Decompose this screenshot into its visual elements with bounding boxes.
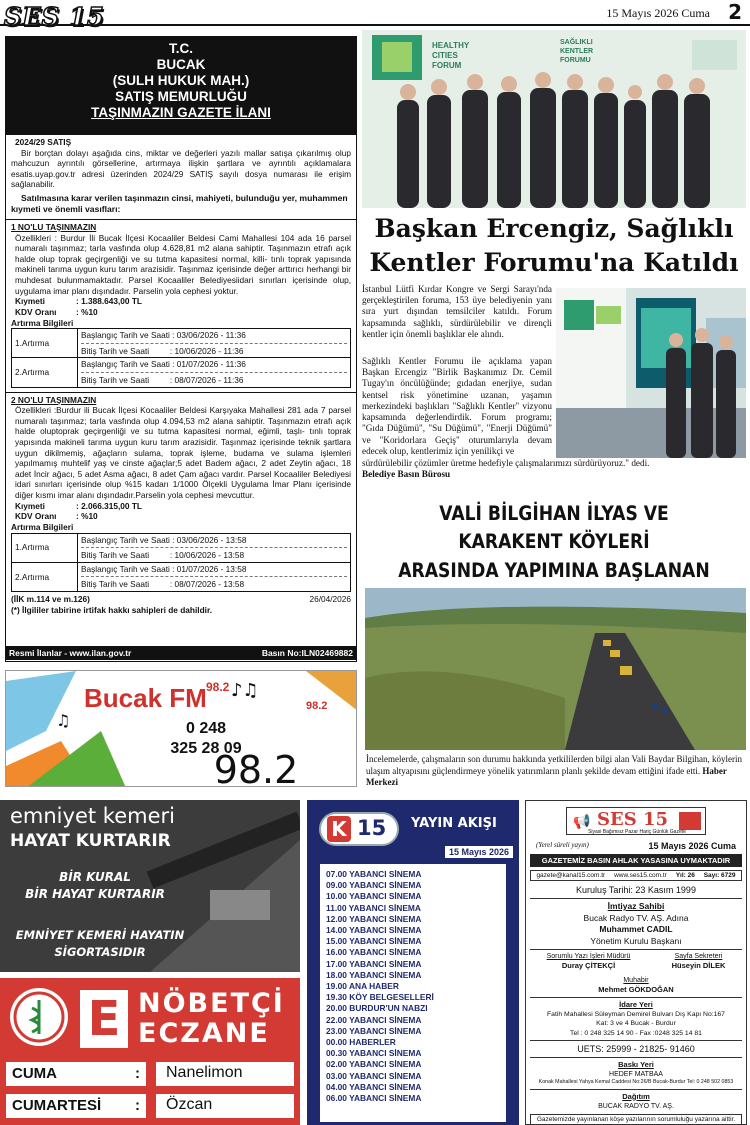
megaphone-icon: 📢 [573,814,591,830]
newspaper-logo: SES 15 [4,2,105,31]
article1-body2: Sağlıklı Kentler Forumu ile açıklama yapan Başkan Ercengiz "Birlik Başkanımız Dr. Cemil Tugay'ın öncülüğünde; gıdadan enerjiye, sudan kentsel risk yönetimine uzanan, yaşamın merkezindeki başlıkları "Sağlıklı Kentler" vizyonu kapsamında değerlendirdik. Forum programı; "Gıda Düğümü", "Su Düğümü", "Enerji Düğümü" ve "Koridorlara Geçiş" oturumlarıyla devam edecek olup, kentlerimiz için yenilikçi ve [362,356,552,456]
svg-text:FORUM: FORUM [432,61,462,70]
notice-law-row: (İİK m.114 ve m.126) 26/04/2026 [11,593,351,604]
fm-phone: 325 28 09 [170,740,242,757]
notice-header [6,37,356,135]
ethics-banner: GAZETEMİZ BASIN AHLAK YASASINA UYMAKTADIR [530,854,742,867]
pharmacy-box [0,978,300,1125]
email-link[interactable]: gazete@kanal15.com.tr [536,872,606,879]
notice-intro: Bir borçtan dolayı aşağıda cins, miktar ve değerleri yazılı mallar satışa çıkarılmış olup mahcuzun ayrıntılı görsellerine, artırmaya ilişkin şartlara ve ayrıntılı açıklamalara esatis.uyap.gov.tr adresi üzerinden 2024/29 SATIŞ sayılı dosya numarası ile erişim sağlanabilir. [11,147,351,190]
auction-info-label: Artırma Bilgileri [11,521,74,532]
seatbelt-line2: HAYAT KURTARIR [10,831,171,851]
schedule-item: 09.00 YABANCI SİNEMA [326,880,422,891]
article1-body: İstanbul Lütfi Kırdar Kongre ve Sergi Sarayı'nda gerçekleştirilen foruma, 153 üye belediyenin yanı sıra yurt dışından temsilciler katıldı. Forum kapsamında sağlıklı, sürdürülebilir ve dirençli kentler için önemli başlıklar ele alındı. [362,284,552,339]
notice-body [6,135,356,617]
asphalt-photo [365,588,746,750]
schedule-item: 19.00 ANA HABER [326,981,399,992]
fm-frequency: 98.2 [213,748,299,787]
music-note-icon: ♪♫ [231,680,259,701]
article2-source: Haber Merkezi [366,765,727,788]
table-row: 1.Artırma Başlangıç Tarih ve Saati : 03/06/2026 - 13:58 Bitiş Tarih ve Saati : 10/06/2026 - 13:58 [12,533,351,562]
article1-headline: Başkan Ercengiz, Sağlıklı Kentler Forumu'na Katıldı [369,214,739,277]
table-row: 1.Artırma Başlangıç Tarih ve Saati : 03/06/2026 - 11:36 Bitiş Tarih ve Saati : 10/06/2026 - 11:36 [12,329,351,358]
pharmacy-day: CUMARTESİ : [6,1094,146,1118]
article2-headline: VALİ BİLGİHAN İLYAS VE KARAKENT KÖYLERİ ARASINDA YAPIMINA BAŞLANAN [398,502,710,582]
pharmacy-title1: NÖBETÇİ [138,988,285,1019]
ilan-link[interactable]: Resmi İlanlar - www.ilan.gov.tr [9,648,132,658]
item2-kdv: KDV Oranı : %10 [15,511,98,522]
auction-info-label: Artırma Bilgileri [11,317,74,328]
bucak-fm-ad[interactable] [5,670,357,787]
web-link[interactable]: www.ses15.com.tr [614,872,667,879]
schedule-item: 14.00 YABANCI SİNEMA [326,925,422,936]
schedule-item: 07.00 YABANCI SİNEMA [326,869,422,879]
seatbelt-line3: BİR KURAL [59,870,131,884]
issue-date: 15 Mayıs 2026 Cuma [606,6,710,20]
item1-kdv: KDV Oranı : %10 [15,306,98,317]
notice-title-line: T.C. [168,41,193,56]
fm-phone: 0 248 [185,720,227,737]
schedule-item: 19.30 KÖY BELGESELLERİ [326,992,434,1003]
schedule-item: 15.00 YABANCI SİNEMA [326,936,422,947]
item2-text: Özellikleri :Burdur ili Bucak İlçesi Kocaaliler Beldesi Karşıyaka Mahallesi 281 ada 7 parsel numaralı taşınmaz; tarla vasfında olup 4.094,53 m2 alana sahiptir. Taşınmazın etrafı açık halde oluptoprak geçirgenliği ve su tutma kapasitesi normal, eğimli, taşlı- tınlı toprak yapısında makineli tarıma uygun kuru tarım arazisidir. Taşınmaz içerisinde teknik şartlara uygun dikilmemiş, ağaçların sulama, toprak işleme, budama ve sulama işlemleri yapılmamış muhtelif yaş ve cinste ağaçlar;5 adet Badem ağacı, 2 adet Zeytin ağacı, 18 adet İncir ağacı, 5 adet Asma ağacı, 8 adet Çam ağacı vardır. Parsel Kocaaliler Belediyesi idari sınırları içerisinde olup %15 kadarı 1/1000 Ölçekli Uygulama İmar Planı içerisinde diğer kısmı imar alanı dışındadır.Parselin yola cephesi mevcuttur. [15,405,351,501]
masthead-footer: Gazetemizde yayınlanan köşe yazılarının sorumluluğu yazarına aittir. [530,1114,742,1125]
svg-text:98.2: 98.2 [306,700,328,712]
svg-text:FORUMU: FORUMU [560,57,591,64]
schedule-item: 03.00 YABANCI SİNEMA [326,1070,422,1081]
schedule-item: 00.30 YABANCI SİNEMA [326,1048,422,1059]
forum-photo [362,30,746,208]
notice-file-no: 2024/29 SATIŞ [15,137,72,147]
schedule-item: 23.00 YABANCI SİNEMA [326,1025,422,1036]
schedule-item: 17.00 YABANCI SİNEMA [326,958,422,969]
article2-caption: İncelemelerde, çalışmaların son durumu hakkında yetkililerden bilgi alan Vali Baydar Bilgihan, köylerin ulaşım altyapısını güçlendirmeye yönelik yatırımların planlı şekilde devam ettiğini ifade etti. Haber Merkezi [366,754,742,788]
masthead-logo: SES 15 📢 Siyasi Bağımsız Pazar Hariç Günlük Gazete [566,807,706,835]
notice-title-line: SATIŞ MEMURLUĞU [115,88,247,104]
music-note-icon: ♫ [56,711,71,730]
table-row: 2.Artırma Başlangıç Tarih ve Saati : 01/07/2026 - 13:58 Bitiş Tarih ve Saati : 08/07/2026 - 13:58 [12,562,351,591]
schedule-item: 12.00 YABANCI SİNEMA [326,913,422,924]
svg-text:CITIES: CITIES [432,51,458,60]
notice-intro2: Satılmasına karar verilen taşınmazın cinsi, mahiyeti, bulunduğu yer, muhammen kıymeti ve önemli vasıfları: [11,193,348,215]
schedule-item: 02.00 YABANCI SİNEMA [326,1059,422,1070]
schedule-item: 16.00 YABANCI SİNEMA [326,947,422,958]
notice-title-line: TAŞINMAZIN GAZETE İLANI [91,104,271,120]
page-number: 2 [728,0,742,24]
seatbelt-line4: BİR HAYAT KURTARIR [25,887,165,901]
article1-source: Belediye Basın Bürosu [362,469,451,480]
schedule-date: 15 Mayıs 2026 [445,846,513,858]
article1-body2-tail: sürdürülebilir çözümler üretme hedefiyle çalışmalarımızı sürdürüyoruz." dedi. Belediye Basın Bürosu [362,458,746,480]
schedule-item: 11.00 YABANCI SİNEMA [326,902,421,913]
schedule-item: 22.00 YABANCI SİNEMA [326,1014,422,1025]
schedule-item: 20.00 BURDUR'UN NABZI [326,1003,428,1014]
pharmacy-letter: E [80,990,128,1048]
schedule-list [320,864,506,1122]
pharmacy-title2: ECZANE [138,1018,270,1049]
item1-title: 1 NO'LU TAŞINMAZIN [11,222,97,233]
table-row: 2.Artırma Başlangıç Tarih ve Saati : 01/07/2026 - 11:36 Bitiş Tarih ve Saati : 08/07/2026 - 11:36 [12,358,351,387]
pharmacy-name: Nanelimon [156,1062,294,1086]
masthead-box: SES 15 📢 Siyasi Bağımsız Pazar Hariç Günlük Gazete (Yerel süreli yayın) 15 Mayıs 2026 Cuma GAZETEMİZ BASIN AHLAK YASASINA UYMAKTADIR gazete@kanal15.com.tr www.ses15.com.tr Yıl: 26 Sayı: 6729 Kuruluş Tarihi: 23 Kasım 1999 İmtiyaz Sahibi Bucak Radyo TV. AŞ. Adına Muhammet CADIL Yönetim Kurulu Başkanı Sorumlu Yazı İşleri Müdürü Duray ÇİTEKÇİ Sayfa Sekreteri Hüseyin DİLEK Muhabir Mehmet GÖKDOĞAN İdare Yeri Fatih Mahallesi Süleyman Demirel Bulvarı Dış Kapı No:167 Kat: 3 ve 4 Bucak - Burdur Tel : 0 248 325 14 90 - Fax :0248 325 14 81 UETS: 25999 - 21825- 91460 Baskı Yeri HEDEF MATBAA Konak Mahallesi Yahya Kemal Caddesi No:26/B Bucak-Burdur Tel: 0 248 502 0853 Dağıtım BUCAK RADYO TV. AŞ. Gazetemizde yayınlanan köşe yazılarının sorumluluğu yazarına aittir. [525,800,747,1125]
k15-logo: K 15 [319,812,399,846]
seatbelt-line1: emniyet kemeri [10,804,175,828]
item2-title: 2 NO'LU TAŞINMAZIN [11,394,97,405]
schedule-item: 06.00 YABANCI SİNEMA [326,1093,422,1104]
svg-text:SAĞLIKLI: SAĞLIKLI [560,39,593,46]
founded: Kuruluş Tarihi: 23 Kasım 1999 [576,885,696,895]
schedule-item: 18.00 YABANCI SİNEMA [326,969,422,980]
pharmacy-emblem-icon [10,988,68,1046]
schedule-title: YAYIN AKIŞI [411,816,497,831]
item1-text: Özellikleri : Burdur İli Bucak İlçesi Kocaaliler Beldesi Cami Mahallesi 104 ada 16 parsel numaralı taşınmaz; tarla vasfında olup 4.628,81 m2 alana sahiptir. Taşınmazın etrafı açık halde olup toprak geçirgenliği ve su tutma kapasitesi normal, killi- tınlı toprak yapısında makineli tarıma uygun kuru tarım arazisidir. Taşınmaz içerisinde değer arttırıcı herhangi bir muhdesat bulunmamaktadır. Parsel Kocaaliler Belediyesiidari sınırları içerisinde olup, uygulama imar planı dışındadır. Parselin yola cephesi yoktur. [15,232,351,296]
schedule-item: 04.00 YABANCI SİNEMA [326,1081,422,1092]
item2-value: Kıymeti : 2.066.315,00 TL [15,500,142,511]
notice-note: (*) İlgililer tabirine irtifak hakkı sahipleri de dahildir. [11,604,213,615]
notice-footer: Resmi İlanlar - www.ilan.gov.tr Basın No:ILN02469882 [5,646,357,660]
seatbelt-ad[interactable] [0,800,300,972]
pharmacy-day: CUMA : [6,1062,146,1086]
fm-ad-graphic [6,671,357,787]
pharmacy-name: Özcan [156,1094,294,1118]
legal-notice [5,36,357,662]
item2-auction-table [11,533,351,592]
item1-value: Kıymeti : 1.388.643,00 TL [15,296,142,307]
svg-text:KENTLER: KENTLER [560,48,594,55]
notice-title-line: BUCAK [156,56,206,72]
svg-text:98.2: 98.2 [206,680,230,694]
seatbelt-line6: SİGORTASIDIR [54,945,146,959]
broadcast-schedule [307,800,519,1125]
fm-name: Bucak FM [84,683,207,713]
buckle-icon [210,890,270,920]
top-bar [0,0,750,31]
uets: UETS: 25999 - 21825- 91460 [577,1043,695,1054]
notice-title-line: (SULH HUKUK MAH.) [112,72,250,88]
svg-text:HEALTHY: HEALTHY [432,41,470,50]
schedule-item: 00.00 HABERLER [326,1037,396,1048]
flag-icon [679,812,701,830]
seatbelt-line5: EMNİYET KEMERİ HAYATIN [15,928,185,942]
schedule-item: 10.00 YABANCI SİNEMA [326,891,422,902]
item1-auction-table [11,328,351,387]
